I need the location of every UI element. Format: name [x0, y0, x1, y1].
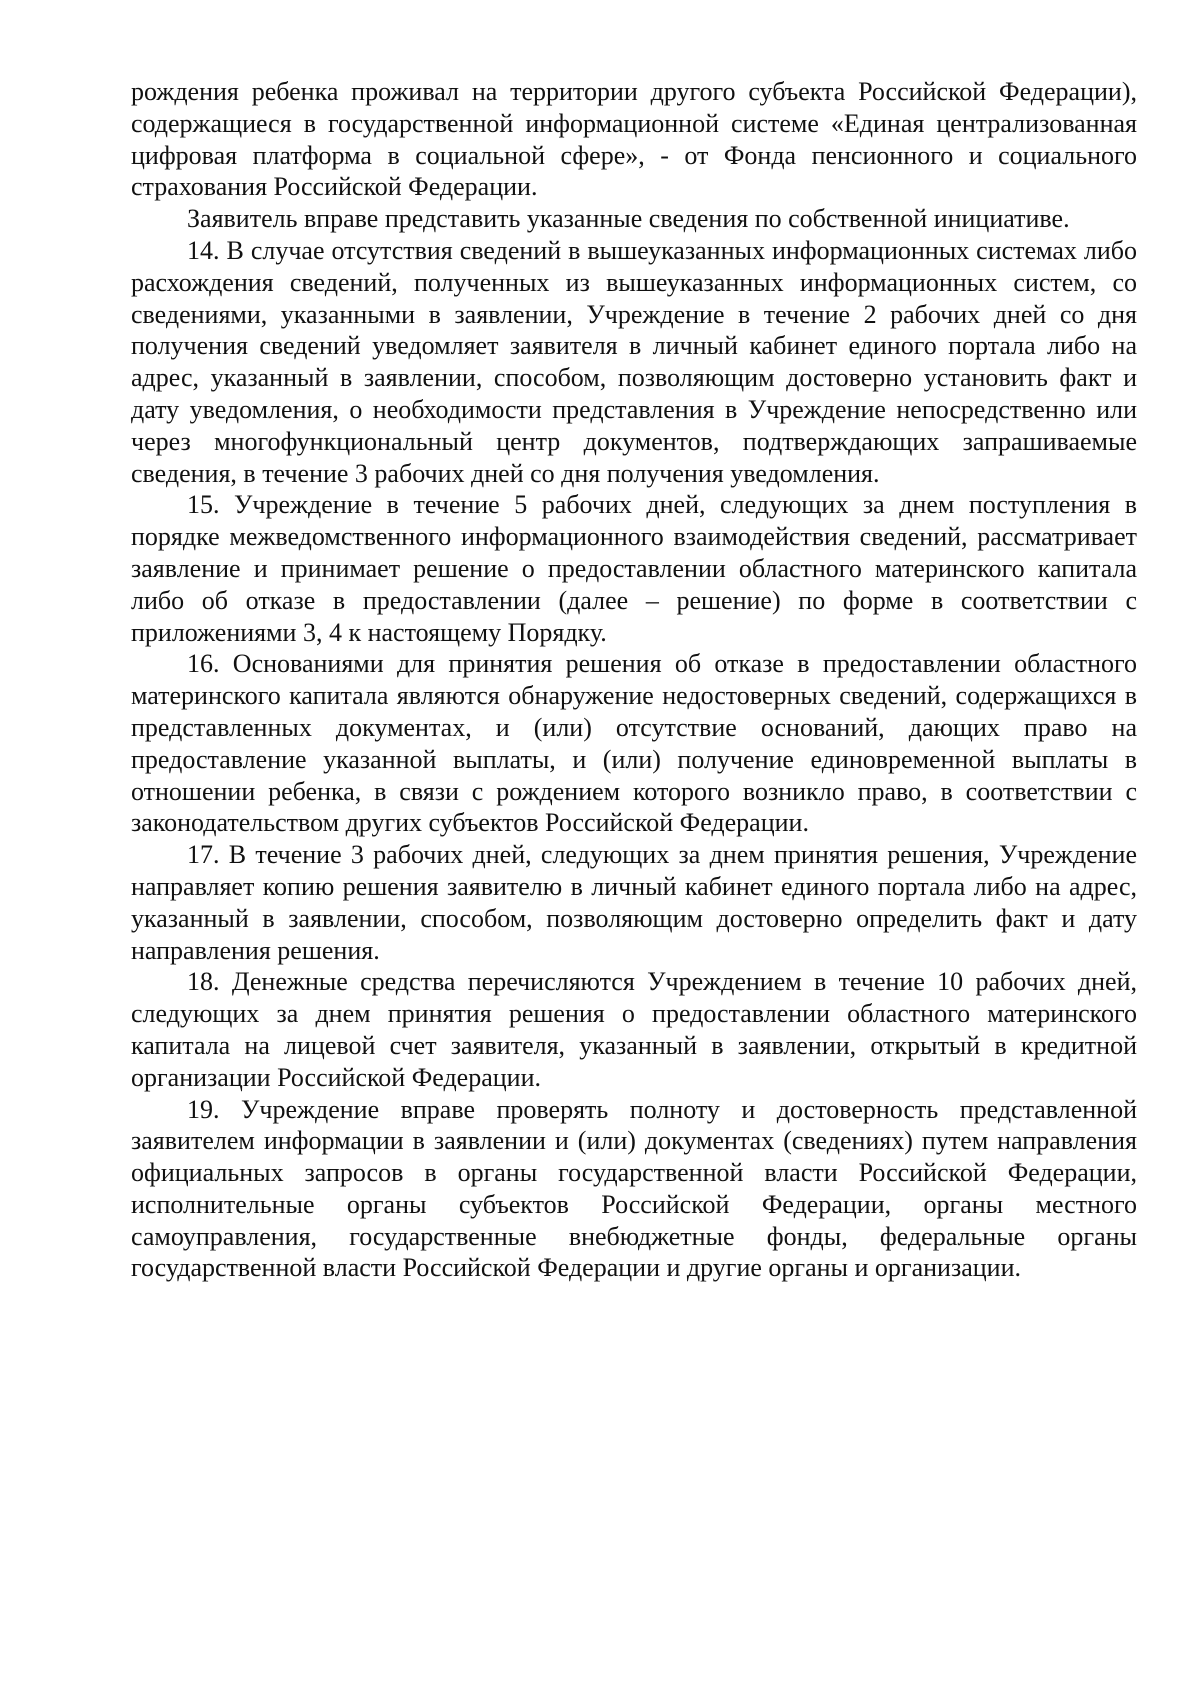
paragraph-continuation: рождения ребенка проживал на территории другого субъекта Российской Федерации), содержащиеся в государственной информационной системе «Единая централизованная цифровая платформа в социальной сфере», - от Фонда пенсионного и социального страхования Российской Федерации.: [131, 77, 1137, 202]
document-body: [131, 76, 1137, 1284]
paragraph-15: 15. Учреждение в течение 5 рабочих дней, следующих за днем поступления в порядке межведомственного информационного взаимодействия сведений, рассматривает заявление и принимает решение о предоставлении областного материнского капитала либо об отказе в предоставлении (далее – решение) по форме в соответствии с приложениями 3, 4 к настоящему Порядку.: [131, 490, 1137, 647]
paragraph-17: 17. В течение 3 рабочих дней, следующих за днем принятия решения, Учреждение направляет копию решения заявителю в личный кабинет единого портала либо на адрес, указанный в заявлении, способом, позволяющим достоверно определить факт и дату направления решения.: [131, 840, 1137, 965]
paragraph-applicant-right: Заявитель вправе представить указанные сведения по собственной инициативе.: [187, 204, 1070, 234]
paragraph-16: 16. Основаниями для принятия решения об отказе в предоставлении областного материнского капитала являются обнаружение недостоверных сведений, содержащихся в представленных документах, и (или) отсутствие оснований, дающих право на предоставление указанной выплаты, и (или) получение единовременной выплаты в отношении ребенка, в связи с рождением которого возникло право, в соответствии с законодательством других субъектов Российской Федерации.: [131, 649, 1137, 838]
paragraph-19: 19. Учреждение вправе проверять полноту и достоверность представленной заявителем информации в заявлении и (или) документах (сведениях) путем направления официальных запросов в органы государственной власти Российской Федерации, исполнительные органы субъектов Российской Федерации, органы местного самоуправления, государственные внебюджетные фонды, федеральные органы государственной власти Российской Федерации и другие органы и организации.: [131, 1094, 1137, 1283]
paragraph-14: 14. В случае отсутствия сведений в вышеуказанных информационных системах либо расхождения сведений, полученных из вышеуказанных информационных систем, со сведениями, указанными в заявлении, Учреждение в течение 2 рабочих дней со дня получения сведений уведомляет заявителя в личный кабинет единого портала либо на адрес, указанный в заявлении, способом, позволяющим достоверно установить факт и дату уведомления, о необходимости представления в Учреждение непосредственно или через многофункциональный центр документов, подтверждающих запрашиваемые сведения, в течение 3 рабочих дней со дня получения уведомления.: [131, 235, 1137, 488]
paragraph-18: 18. Денежные средства перечисляются Учреждением в течение 10 рабочих дней, следующих за днем принятия решения о предоставлении областного материнского капитала на лицевой счет заявителя, указанный в заявлении, открытый в кредитной организации Российской Федерации.: [131, 967, 1137, 1092]
